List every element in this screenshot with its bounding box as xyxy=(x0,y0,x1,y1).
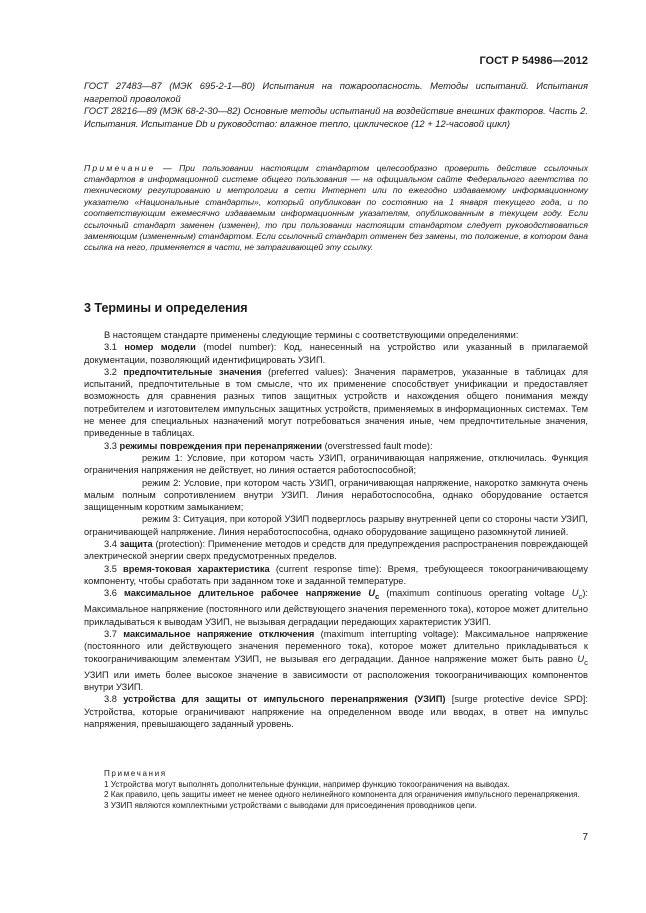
term-name: максимальное напряжение отключения xyxy=(123,628,315,639)
note-item: 1 Устройства могут выполнять дополнительные функции, например функцию токоограничения на выводах. xyxy=(104,779,510,789)
term-3-7: 3.7 максимальное напряжение отключения (maximum interrupting voltage): Максимальное напряжение (постоянного или действующего значения переменного тока), которое может длительно прикладываться к токоограничивающим элементам УЗИП, не вызывая его деградации. Данное напряжение может быть равно $U_c$ УЗИП или иметь более высокое значение в зависимости от расположения токоограничивающих компонентов внутри УЗИП. xyxy=(84,628,589,693)
term-3-1: 3.1 номер модели (model number): Код, нанесенный на устройство или указанный в прилагаемой документации, позволяющий идентифицировать УЗИП. xyxy=(84,342,588,365)
note-head: Примечание xyxy=(84,162,156,173)
term-3-2: 3.2 предпочтительные значения (preferred values): Значения параметров, указанные в таблицах для испытаний, предпочтительные в том смысле, что их применение способствует унификации и предоставляет возможность для сравнения разных типов защитных устройств и нахождения общего понимания между потребителем и изготовителем импульсных защитных устройств, применяемых в информационных системах. Тем не менее для специальных назначений могут потребоваться значения иные, чем предпочтительные значения, приведенные в таблицах. xyxy=(84,366,588,439)
reference-item: ГОСТ 28216—89 (МЭК 68-2-30—82) Основные методы испытаний на воздействие внешних факторов. Часть 2. Испытания. Испытание Db и руководство: влажное тепло, циклическое (12 + 12-часовой цикл) xyxy=(84,105,588,129)
term-name: устройства для защиты от импульсного перенапряжения (УЗИП) xyxy=(123,694,446,705)
term-name: предпочтительные значения xyxy=(123,366,262,377)
fault-mode-2: режим 2: Условие, при котором часть УЗИП, ограничивающая напряжение, накоротко замкнута очень малым полным сопротивлением внутри УЗИП. Линия неработоспособна, однако оборудование остается защищенным коротким замыканием; xyxy=(84,477,588,513)
fault-mode-3: режим 3: Ситуация, при которой УЗИП подверглось разрыву внутренней цепи со стороны части УЗИП, ограничивающей напряжение. Линия неработоспособна, однако оборудование защищено разомкнутой линией. xyxy=(84,514,588,537)
term-3-4: 3.4 защита (protection): Применение методов и средств для предупреждения распространения повреждающей электрической энергии сверх предусмотренных пределов. xyxy=(84,539,588,562)
reference-item: ГОСТ 27483—87 (МЭК 695-2-1—80) Испытания на пожароопасность. Методы испытаний. Испытания нагретой проволокой xyxy=(84,80,588,104)
intro-paragraph: В настоящем стандарте применены следующие термины с соответствующими определениями: xyxy=(104,330,519,340)
notes-heading: Примечания xyxy=(104,769,167,778)
note-item: 3 УЗИП являются комплектными устройствами с выводами для присоединения проводников цепи. xyxy=(104,800,477,810)
references-note xyxy=(84,163,588,254)
term-name: номер модели xyxy=(124,342,196,353)
fault-mode-1: режим 1: Условие, при котором часть УЗИП, ограничивающая напряжение, отключилась. Функция ограничения напряжения не действует, но линия остается работоспособной; xyxy=(84,452,588,476)
term-3-3: 3.3 режимы повреждения при перенапряжении (overstressed fault mode): xyxy=(104,440,433,451)
term-name: максимальное длительное рабочее напряжение xyxy=(124,588,369,599)
document-code: ГОСТ Р 54986—2012 xyxy=(479,55,588,67)
term-3-5: 3.5 время-токовая характеристика (current response time): Время, требующееся токоограничивающему компоненту, чтобы сработать при заданном токе и заданной температуре. xyxy=(84,563,588,586)
term-name: защита xyxy=(119,539,153,550)
normative-references xyxy=(84,80,588,130)
term-3-8: 3.8 устройства для защиты от импульсного перенапряжения (УЗИП) [surge protective device SPD]: Устройства, которые ограничивают напряжение на определенном вводе или вводах, в ответ на импульс напряжения, превышающего заданный уровень. xyxy=(84,694,588,729)
term-name: время-токовая характеристика xyxy=(123,563,270,574)
term-3-6: 3.6 максимальное длительное рабочее напряжение $U_c$ (maximum continuous operating voltage $U_c$): Максимальное напряжение (постоянного или действующего значения переменного тока), которое может длительно прикладываться к выводам УЗИП, не вызывая деградации передающих характеристик УЗИП. xyxy=(84,588,588,627)
term-name: режимы повреждения при перенапряжении xyxy=(119,440,322,451)
note-item: 2 Как правило, цепь защиты имеет не менее одного нелинейного компонента для ограничения импульсного перенапряжения. xyxy=(104,790,580,800)
section-title: 3 Термины и определения xyxy=(84,301,248,315)
notes-block xyxy=(84,769,588,811)
note-text: — При пользовании настоящим стандартом целесообразно проверить действие ссылочных стандартов в информационной системе общего пользования — на официальном сайте Федерального агентства по техническому регулированию и метрологии в сети Интернет или по ежегодно издаваемому информационному указателю «Национальные стандарты», который опубликован по состоянию на 1 января текущего года, и по соответствующим ежемесячно издаваемым информационным указателям, опубликованным в текущем году. Если ссылочный стандарт заменен (изменен), то при пользовании настоящим стандартом следует руководствоваться заменяющим (измененным) стандартом. Если ссылочный стандарт отменен без замены, то положение, в котором дана ссылка на него, применяется в части, не затрагивающей эту ссылку. xyxy=(84,162,588,253)
section-body xyxy=(84,329,588,730)
page-number: 7 xyxy=(582,832,588,843)
